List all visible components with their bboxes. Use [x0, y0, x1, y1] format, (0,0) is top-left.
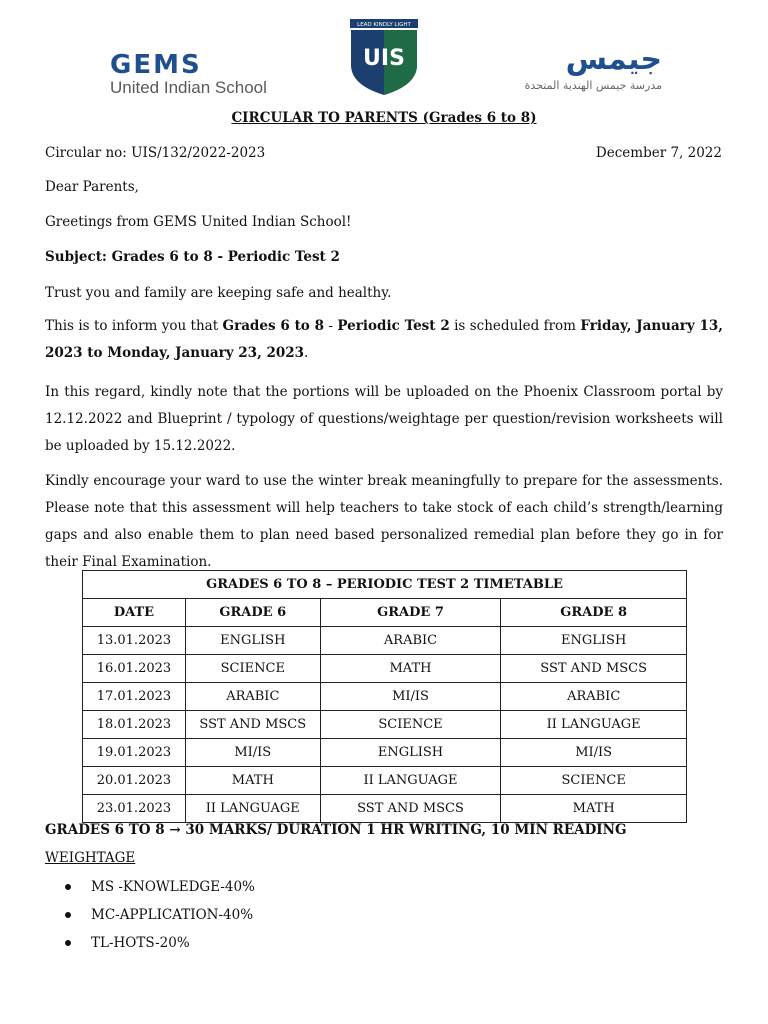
- subject-line: Subject: Grades 6 to 8 - Periodic Test 2: [45, 249, 340, 265]
- greeting: Greetings from GEMS United Indian School!: [45, 214, 352, 230]
- table-row: [83, 711, 687, 739]
- table-cell: SCIENCE: [320, 711, 501, 739]
- encourage-text: Kindly encourage your ward to use the winter break meaningfully to prepare for the assessments. Please note that this assessment will help teachers to take stock of each child’s strength/learning gaps and also enable them to plan need based personalized remedial plan before they go in for their Final Examination.: [45, 473, 723, 570]
- salutation: Dear Parents,: [45, 179, 139, 195]
- timetable-caption: GRADES 6 TO 8 – PERIODIC TEST 2 TIMETABLE: [83, 571, 687, 599]
- timetable-header-row: [83, 599, 687, 627]
- list-item-text: TL-HOTS-20%: [91, 935, 190, 951]
- table-cell: II LANGUAGE: [501, 711, 687, 739]
- arabic-logo: [497, 42, 662, 92]
- table-cell: SST AND MSCS: [501, 655, 687, 683]
- table-cell: SCIENCE: [501, 767, 687, 795]
- header-cell: GRADE 7: [320, 599, 501, 627]
- list-item-text: MS -KNOWLEDGE-40%: [91, 879, 255, 895]
- table-cell: 20.01.2023: [83, 767, 186, 795]
- timetable: [82, 570, 687, 823]
- table-cell: ENGLISH: [320, 739, 501, 767]
- table-cell: 17.01.2023: [83, 683, 186, 711]
- table-row: [83, 655, 687, 683]
- table-row: [83, 739, 687, 767]
- list-item: [65, 905, 255, 933]
- inform-grades: Grades 6 to 8: [222, 318, 325, 334]
- marks-pre: GRADES 6 TO 8: [45, 822, 170, 838]
- marks-post: 30 MARKS/ DURATION 1 HR WRITING, 10 MIN READING: [180, 822, 627, 838]
- encourage-paragraph: [45, 468, 723, 576]
- table-cell: ENGLISH: [185, 627, 320, 655]
- table-cell: MATH: [185, 767, 320, 795]
- inform-mid: -: [324, 318, 338, 334]
- weightage-list: [65, 877, 255, 961]
- inform-pre: This is to inform you that: [45, 318, 223, 334]
- header-cell: DATE: [83, 599, 186, 627]
- table-row: [83, 795, 687, 823]
- list-item: [65, 933, 255, 961]
- uis-text: UIS: [363, 46, 405, 71]
- table-cell: II LANGUAGE: [185, 795, 320, 823]
- inform-dates: Friday, January 13, 2023 to Monday, January 23, 2023: [45, 318, 723, 361]
- bullet-icon: [65, 912, 71, 918]
- table-cell: MI/IS: [185, 739, 320, 767]
- table-cell: SST AND MSCS: [320, 795, 501, 823]
- gems-brand-text: GEMS: [110, 50, 202, 80]
- table-cell: 16.01.2023: [83, 655, 186, 683]
- bullet-icon: [65, 884, 71, 890]
- inform-paragraph: [45, 313, 723, 367]
- table-cell: MI/IS: [320, 683, 501, 711]
- table-cell: 18.01.2023: [83, 711, 186, 739]
- table-cell: SST AND MSCS: [185, 711, 320, 739]
- table-cell: ARABIC: [501, 683, 687, 711]
- table-cell: 19.01.2023: [83, 739, 186, 767]
- header-cell: GRADE 8: [501, 599, 687, 627]
- portions-paragraph: [45, 379, 723, 460]
- weightage-heading: WEIGHTAGE: [45, 850, 136, 866]
- wellbeing-line: Trust you and family are keeping safe and healthy.: [45, 285, 392, 301]
- right-arrow-icon: →: [169, 822, 181, 838]
- table-cell: MATH: [501, 795, 687, 823]
- list-item-text: MC-APPLICATION-40%: [91, 907, 254, 923]
- table-cell: ARABIC: [320, 627, 501, 655]
- arabic-brand-text: جيمس: [565, 42, 662, 77]
- table-cell: ENGLISH: [501, 627, 687, 655]
- table-cell: 23.01.2023: [83, 795, 186, 823]
- table-cell: MI/IS: [501, 739, 687, 767]
- table-cell: ARABIC: [185, 683, 320, 711]
- table-cell: SCIENCE: [185, 655, 320, 683]
- marks-duration-line: [45, 822, 723, 838]
- table-cell: 13.01.2023: [83, 627, 186, 655]
- uis-shield-logo: [349, 19, 419, 95]
- table-row: [83, 683, 687, 711]
- table-row: [83, 627, 687, 655]
- list-item: [65, 877, 255, 905]
- table-row: [83, 767, 687, 795]
- inform-mid2: is scheduled from: [449, 318, 581, 334]
- circular-number: Circular no: UIS/132/2022-2023: [45, 145, 266, 161]
- arabic-school-name: مدرسة جيمس الهندية المتحدة: [524, 79, 662, 92]
- inform-test: Periodic Test 2: [337, 318, 450, 334]
- bullet-icon: [65, 940, 71, 946]
- gems-logo: [110, 50, 267, 98]
- gems-school-name: United Indian School: [110, 78, 267, 97]
- table-cell: MATH: [320, 655, 501, 683]
- inform-end: .: [304, 345, 309, 361]
- circular-title: CIRCULAR TO PARENTS (Grades 6 to 8): [231, 110, 537, 126]
- table-cell: II LANGUAGE: [320, 767, 501, 795]
- circular-date: December 7, 2022: [595, 145, 722, 161]
- uis-tagline: LEAD KINDLY LIGHT: [357, 22, 411, 28]
- header-cell: GRADE 6: [185, 599, 320, 627]
- portions-text: In this regard, kindly note that the portions will be uploaded on the Phoenix Classroom portal by 12.12.2022 and Blueprint / typology of questions/weightage per question/revision worksheets will be uploaded by 15.12.2022.: [45, 384, 723, 454]
